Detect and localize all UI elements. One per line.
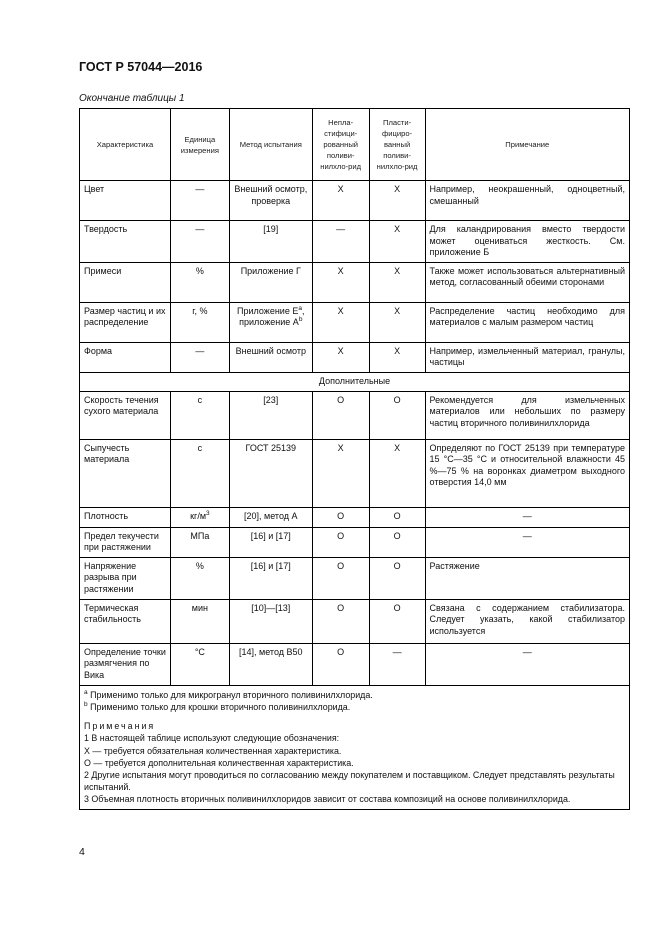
cell-note: Для каландрирования вместо твердости может оцениваться жесткость. См. приложение Б: [425, 221, 629, 263]
table-notes-row: [80, 685, 630, 809]
cell-note: —: [425, 507, 629, 527]
table-row: [80, 302, 630, 342]
cell-plasticized: X: [369, 439, 425, 507]
cell-method: [10]—[13]: [229, 599, 312, 643]
cell-unplasticized: X: [312, 262, 369, 302]
cell-name: Напряжение разрыва при растяжении: [80, 557, 171, 599]
cell-note: Растяжение: [425, 557, 629, 599]
note-line: 3 Объемная плотность вторичных поливинилхлоридов зависит от состава композиций на основе поливинилхлорида.: [84, 794, 571, 805]
method-text-part: , приложение А: [239, 305, 305, 328]
cell-method: [19]: [229, 221, 312, 263]
cell-note: Также может использоваться альтернативный метод, согласованный обеими сторонами: [425, 262, 629, 302]
cell-unplasticized: X: [312, 302, 369, 342]
footnote-mark: a: [298, 304, 302, 312]
table-row: [80, 181, 630, 221]
table-row: [80, 221, 630, 263]
cell-unit: %: [170, 262, 229, 302]
document-header: ГОСТ Р 57044—2016: [79, 60, 203, 74]
note-line: X — требуется обязательная количественная характеристика.: [84, 745, 342, 756]
table-row: [80, 643, 630, 685]
cell-method: [229, 302, 312, 342]
unit-text-part: кг/м: [190, 510, 207, 521]
table-notes: [80, 685, 630, 809]
cell-name: Твердость: [80, 221, 171, 263]
cell-name: Цвет: [80, 181, 171, 221]
cell-plasticized: О: [369, 507, 425, 527]
note-line: 1 В настоящей таблице используют следующие обозначения:: [84, 733, 340, 744]
header-method: Метод испытания: [229, 109, 312, 181]
header-characteristic: Характеристика: [80, 109, 171, 181]
cell-method: [14], метод В50: [229, 643, 312, 685]
cell-name: Примеси: [80, 262, 171, 302]
footnote-b: [84, 701, 625, 713]
footnote-text: Применимо только для крошки вторичного поливинилхлорида.: [87, 701, 351, 712]
cell-unplasticized: О: [312, 391, 369, 439]
footnote-mark: b: [84, 700, 88, 708]
table-caption: Окончание таблицы 1: [79, 93, 185, 104]
cell-unit: [170, 507, 229, 527]
page-number: 4: [79, 846, 85, 858]
table-row: [80, 342, 630, 372]
cell-unplasticized: О: [312, 507, 369, 527]
table-row: [80, 391, 630, 439]
cell-unplasticized: О: [312, 557, 369, 599]
cell-method: [16] и [17]: [229, 527, 312, 557]
cell-name: Плотность: [80, 507, 171, 527]
cell-method: Приложение Г: [229, 262, 312, 302]
cell-name: Определение точки размягчения по Вика: [80, 643, 171, 685]
cell-name: Термическая стабильность: [80, 599, 171, 643]
table-row: [80, 507, 630, 527]
cell-plasticized: О: [369, 557, 425, 599]
section-label: Дополнительные: [80, 372, 630, 391]
cell-name: Предел текучести при растяжении: [80, 527, 171, 557]
cell-method: ГОСТ 25139: [229, 439, 312, 507]
cell-plasticized: X: [369, 302, 425, 342]
cell-unit: МПа: [170, 527, 229, 557]
cell-note: Рекомендуется для измельченных материалов или небольших по размеру частиц вторичного поливинилхлорида: [425, 391, 629, 439]
cell-unit: —: [170, 221, 229, 263]
header-unit: Единица измерения: [170, 109, 229, 181]
cell-method: Внешний осмотр, проверка: [229, 181, 312, 221]
cell-note: —: [425, 643, 629, 685]
cell-plasticized: О: [369, 527, 425, 557]
cell-method: [23]: [229, 391, 312, 439]
cell-unplasticized: X: [312, 181, 369, 221]
cell-name: Форма: [80, 342, 171, 372]
footnote-text: Применимо только для микрогранул вторичного поливинилхлорида.: [87, 689, 373, 700]
cell-note: Распределение частиц необходимо для материалов с малым размером частиц: [425, 302, 629, 342]
header-note: Примечание: [425, 109, 629, 181]
header-unplasticized: Непла-стифици-рованный поливи-нилхло-рид: [312, 109, 369, 181]
table-row: [80, 527, 630, 557]
cell-name: Сыпучесть материала: [80, 439, 171, 507]
cell-note: Например, неокрашенный, одноцветный, смешанный: [425, 181, 629, 221]
cell-unplasticized: X: [312, 342, 369, 372]
cell-name: Скорость течения сухого материала: [80, 391, 171, 439]
unit-superscript: 3: [206, 509, 210, 517]
table-row: [80, 262, 630, 302]
cell-unplasticized: О: [312, 599, 369, 643]
cell-note: Связана с содержанием стабилизатора. Следует указать, какой стабилизатор используется: [425, 599, 629, 643]
cell-plasticized: О: [369, 391, 425, 439]
footnote-a: [84, 689, 625, 701]
cell-unit: г, %: [170, 302, 229, 342]
table-row: [80, 439, 630, 507]
section-row: [80, 372, 630, 391]
footnote-mark: b: [298, 316, 303, 324]
cell-method: [16] и [17]: [229, 557, 312, 599]
notes-title: Примечания: [84, 721, 156, 732]
cell-note: Например, измельченный материал, гранулы, частицы: [425, 342, 629, 372]
cell-name: Размер частиц и их распределение: [80, 302, 171, 342]
cell-plasticized: —: [369, 643, 425, 685]
cell-note: Определяют по ГОСТ 25139 при температуре 15 °C—35 °C и относительной влажности 45 %—75 % на воронках диаметром выходного отверстия 14,0 мм: [425, 439, 629, 507]
cell-note: —: [425, 527, 629, 557]
note-line: О — требуется дополнительная количественная характеристика.: [84, 757, 354, 768]
cell-unit: °С: [170, 643, 229, 685]
cell-method: [20], метод А: [229, 507, 312, 527]
cell-unit: с: [170, 439, 229, 507]
method-text-part: Приложение Е: [237, 305, 299, 316]
cell-unit: %: [170, 557, 229, 599]
cell-unplasticized: —: [312, 221, 369, 263]
cell-unit: мин: [170, 599, 229, 643]
table-row: [80, 599, 630, 643]
table-header-row: [80, 109, 630, 181]
cell-unplasticized: О: [312, 643, 369, 685]
cell-unplasticized: X: [312, 439, 369, 507]
characteristics-table: [79, 108, 630, 810]
cell-plasticized: X: [369, 181, 425, 221]
footnote-mark: a: [84, 688, 88, 696]
cell-plasticized: О: [369, 599, 425, 643]
cell-unit: с: [170, 391, 229, 439]
cell-unit: —: [170, 181, 229, 221]
cell-method: Внешний осмотр: [229, 342, 312, 372]
cell-plasticized: X: [369, 342, 425, 372]
note-line: 2 Другие испытания могут проводиться по согласованию между покупателем и поставщиком. Следует представлять результаты испытаний.: [84, 769, 615, 793]
table-row: [80, 557, 630, 599]
cell-unit: —: [170, 342, 229, 372]
cell-plasticized: X: [369, 221, 425, 263]
cell-unplasticized: О: [312, 527, 369, 557]
header-plasticized: Пласти-фициро-ванный поливи-нилхло-рид: [369, 109, 425, 181]
cell-plasticized: X: [369, 262, 425, 302]
